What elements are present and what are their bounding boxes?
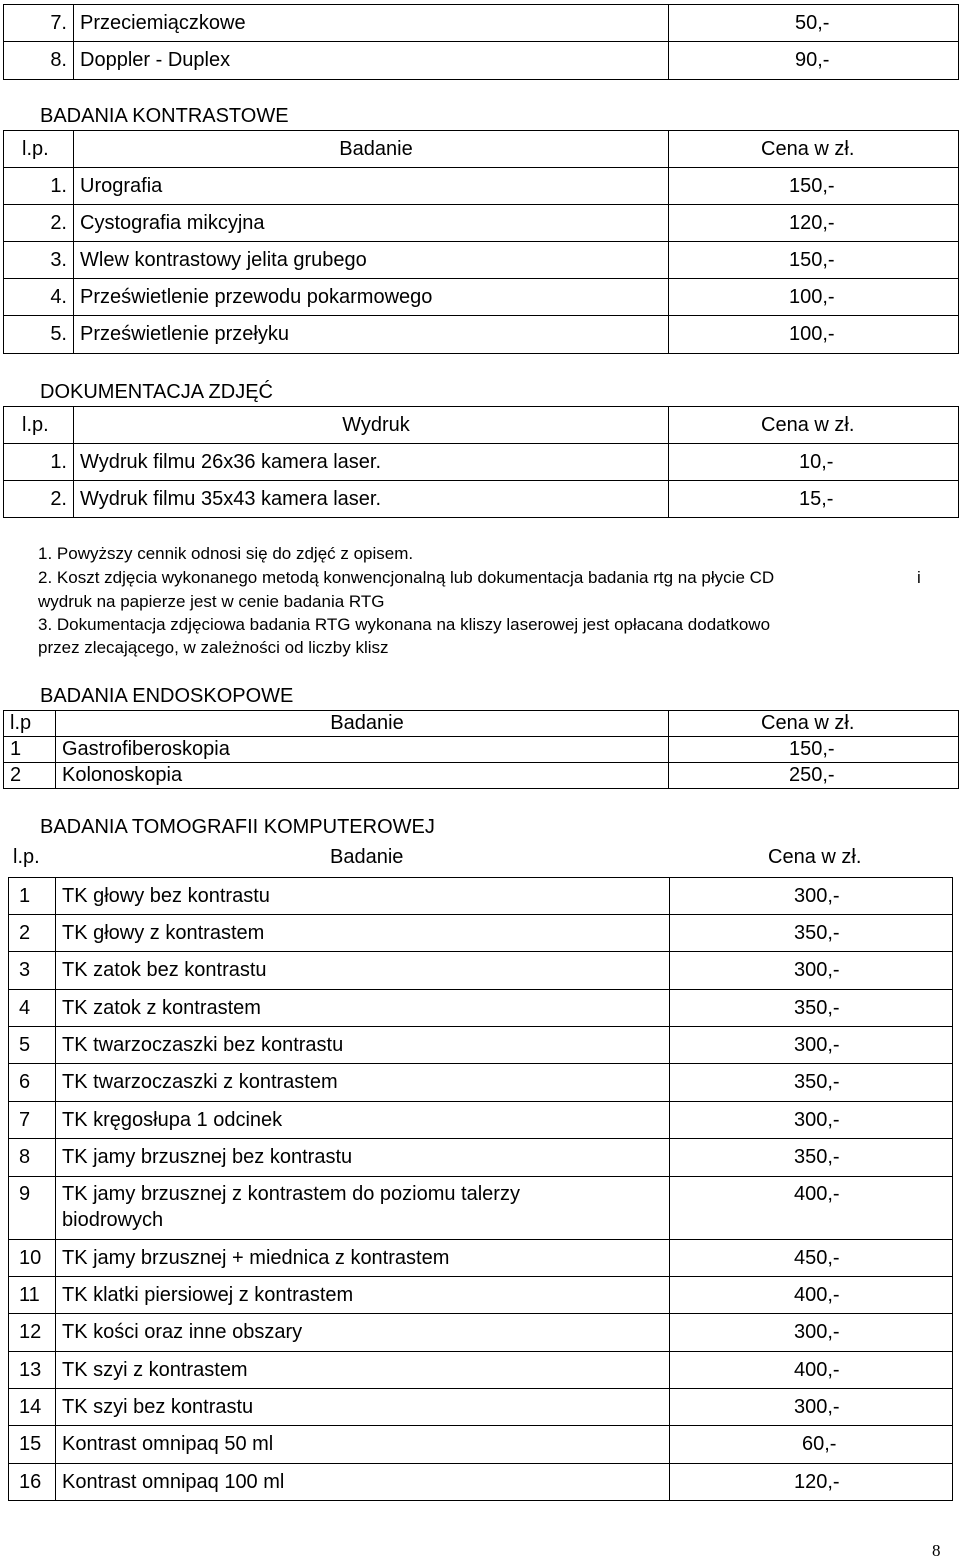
row-number: 5 [9, 1027, 56, 1064]
exam-name: TK twarzoczaszki bez kontrastu [56, 1027, 670, 1064]
exam-price: 350,- [670, 1139, 953, 1177]
table-row [9, 915, 953, 952]
exam-name: Gastrofiberoskopia [56, 737, 669, 763]
header-lp: l.p. [13, 846, 40, 868]
table-row [4, 205, 959, 242]
exam-price: 350,- [670, 1064, 953, 1102]
table-row [4, 444, 959, 481]
header-price: Cena w zł. [669, 407, 959, 444]
kontrast-price-table [3, 130, 959, 354]
table-row [4, 763, 959, 789]
table-row [9, 1240, 953, 1277]
row-number: 8 [9, 1139, 56, 1177]
row-number: 16 [9, 1464, 56, 1501]
note-3-line-2: przez zlecającego, w zależności od liczby klisz [38, 638, 389, 657]
exam-name: TK szyi z kontrastem [56, 1352, 670, 1389]
row-number: 3 [9, 952, 56, 990]
row-number: 1. [4, 168, 74, 205]
table-header-row [4, 711, 959, 737]
tomografia-price-table [8, 877, 953, 1501]
table-row [9, 1464, 953, 1501]
exam-price: 150,- [669, 737, 959, 763]
header-name: Badanie [74, 131, 669, 168]
exam-price: 400,- [670, 1177, 953, 1240]
exam-price: 120,- [670, 1464, 953, 1501]
row-number: 4. [4, 279, 74, 316]
header-price: Cena w zł. [768, 846, 862, 868]
table-row [9, 1064, 953, 1102]
row-number: 11 [9, 1277, 56, 1314]
header-lp: l.p. [4, 131, 74, 168]
note-2-line-1: 2. Koszt zdjęcia wykonanego metodą konwencjonalną lub dokumentacja badania rtg na płycie CD [38, 568, 775, 587]
header-name: Badanie [56, 711, 669, 737]
exam-name: TK głowy z kontrastem [56, 915, 670, 952]
row-number: 1 [4, 737, 56, 763]
table-row [4, 316, 959, 354]
exam-price: 10,- [669, 444, 959, 481]
exam-price: 300,- [670, 1314, 953, 1352]
header-name: Badanie [330, 846, 404, 868]
exam-name: TK zatok z kontrastem [56, 990, 670, 1027]
exam-price: 90,- [669, 42, 959, 80]
table-row [4, 242, 959, 279]
row-number: 2. [4, 205, 74, 242]
exam-price: 250,- [669, 763, 959, 789]
exam-name: Kolonoskopia [56, 763, 669, 789]
table-row [9, 1389, 953, 1426]
row-number: 7. [4, 5, 74, 42]
exam-name: Kontrast omnipaq 50 ml [56, 1426, 670, 1464]
row-number: 2 [9, 915, 56, 952]
endoskopia-price-table [3, 710, 959, 789]
exam-name: Prześwietlenie przełyku [74, 316, 669, 354]
section-title-dokumentacja: DOKUMENTACJA ZDJĘĆ [40, 381, 273, 403]
row-number: 13 [9, 1352, 56, 1389]
row-number: 2. [4, 481, 74, 518]
header-price: Cena w zł. [669, 711, 959, 737]
note-3-line-1: 3. Dokumentacja zdjęciowa badania RTG wykonana na kliszy laserowej jest opłacana dodatkowo [38, 615, 771, 634]
table-row [9, 1352, 953, 1389]
section-title-kontrast: BADANIA KONTRASTOWE [40, 105, 289, 127]
table-row [4, 42, 959, 80]
exam-price: 300,- [670, 952, 953, 990]
exam-price: 300,- [670, 1027, 953, 1064]
table-row [9, 1177, 953, 1240]
exam-name: TK kręgosłupa 1 odcinek [56, 1102, 670, 1139]
exam-price: 350,- [670, 915, 953, 952]
exam-name: TK jamy brzusznej z kontrastem do poziomu talerzy biodrowych [56, 1177, 670, 1240]
exam-price: 450,- [670, 1240, 953, 1277]
row-number: 15 [9, 1426, 56, 1464]
exam-name: Urografia [74, 168, 669, 205]
exam-name: Wydruk filmu 35x43 kamera laser. [74, 481, 669, 518]
row-number: 5. [4, 316, 74, 354]
exam-name: TK klatki piersiowej z kontrastem [56, 1277, 670, 1314]
table-row [9, 1139, 953, 1177]
row-number: 9 [9, 1177, 56, 1240]
row-number: 6 [9, 1064, 56, 1102]
row-number: 1 [9, 878, 56, 915]
note-1: 1. Powyższy cennik odnosi się do zdjęć z opisem. [38, 544, 414, 563]
exam-price: 300,- [670, 878, 953, 915]
row-number: 14 [9, 1389, 56, 1426]
exam-name: Wlew kontrastowy jelita grubego [74, 242, 669, 279]
exam-price: 60,- [670, 1426, 953, 1464]
exam-name: TK twarzoczaszki z kontrastem [56, 1064, 670, 1102]
table-row [9, 1314, 953, 1352]
table-header-row [4, 131, 959, 168]
exam-name: TK głowy bez kontrastu [56, 878, 670, 915]
exam-price: 400,- [670, 1352, 953, 1389]
note-2-trailing-i: i [917, 568, 921, 587]
top-price-table [3, 4, 959, 80]
header-name: Wydruk [74, 407, 669, 444]
exam-price: 100,- [669, 279, 959, 316]
header-lp: l.p [4, 711, 56, 737]
table-row [9, 1277, 953, 1314]
exam-name: Kontrast omnipaq 100 ml [56, 1464, 670, 1501]
section-title-endoskopia: BADANIA ENDOSKOPOWE [40, 685, 294, 707]
exam-name: TK kości oraz inne obszary [56, 1314, 670, 1352]
exam-price: 120,- [669, 205, 959, 242]
header-price: Cena w zł. [669, 131, 959, 168]
exam-name: TK jamy brzusznej + miednica z kontrastem [56, 1240, 670, 1277]
exam-price: 350,- [670, 990, 953, 1027]
table-row [4, 279, 959, 316]
page-number: 8 [932, 1541, 941, 1560]
row-number: 8. [4, 42, 74, 80]
exam-price: 300,- [670, 1389, 953, 1426]
row-number: 12 [9, 1314, 56, 1352]
table-row [9, 990, 953, 1027]
row-number: 1. [4, 444, 74, 481]
dokumentacja-price-table [3, 406, 959, 518]
exam-name: Prześwietlenie przewodu pokarmowego [74, 279, 669, 316]
table-row [4, 168, 959, 205]
exam-price: 400,- [670, 1277, 953, 1314]
row-number: 10 [9, 1240, 56, 1277]
row-number: 3. [4, 242, 74, 279]
table-row [9, 952, 953, 990]
exam-price: 15,- [669, 481, 959, 518]
table-row [9, 878, 953, 915]
row-number: 7 [9, 1102, 56, 1139]
section-title-tomografia: BADANIA TOMOGRAFII KOMPUTEROWEJ [40, 816, 435, 838]
table-row [9, 1027, 953, 1064]
table-header-row [4, 407, 959, 444]
exam-name: Cystografia mikcyjna [74, 205, 669, 242]
exam-name: TK zatok bez kontrastu [56, 952, 670, 990]
exam-name: Przeciemiączkowe [74, 5, 669, 42]
row-number: 4 [9, 990, 56, 1027]
exam-price: 50,- [669, 5, 959, 42]
exam-name: Doppler - Duplex [74, 42, 669, 80]
exam-name: TK szyi bez kontrastu [56, 1389, 670, 1426]
exam-price: 100,- [669, 316, 959, 354]
note-2-line-2: wydruk na papierze jest w cenie badania RTG [38, 592, 385, 611]
exam-price: 150,- [669, 242, 959, 279]
table-row [4, 481, 959, 518]
table-row [4, 737, 959, 763]
row-number: 2 [4, 763, 56, 789]
exam-name: TK jamy brzusznej bez kontrastu [56, 1139, 670, 1177]
exam-name: Wydruk filmu 26x36 kamera laser. [74, 444, 669, 481]
table-row [9, 1426, 953, 1464]
table-row [9, 1102, 953, 1139]
exam-price: 300,- [670, 1102, 953, 1139]
exam-price: 150,- [669, 168, 959, 205]
header-lp: l.p. [4, 407, 74, 444]
table-row [4, 5, 959, 42]
